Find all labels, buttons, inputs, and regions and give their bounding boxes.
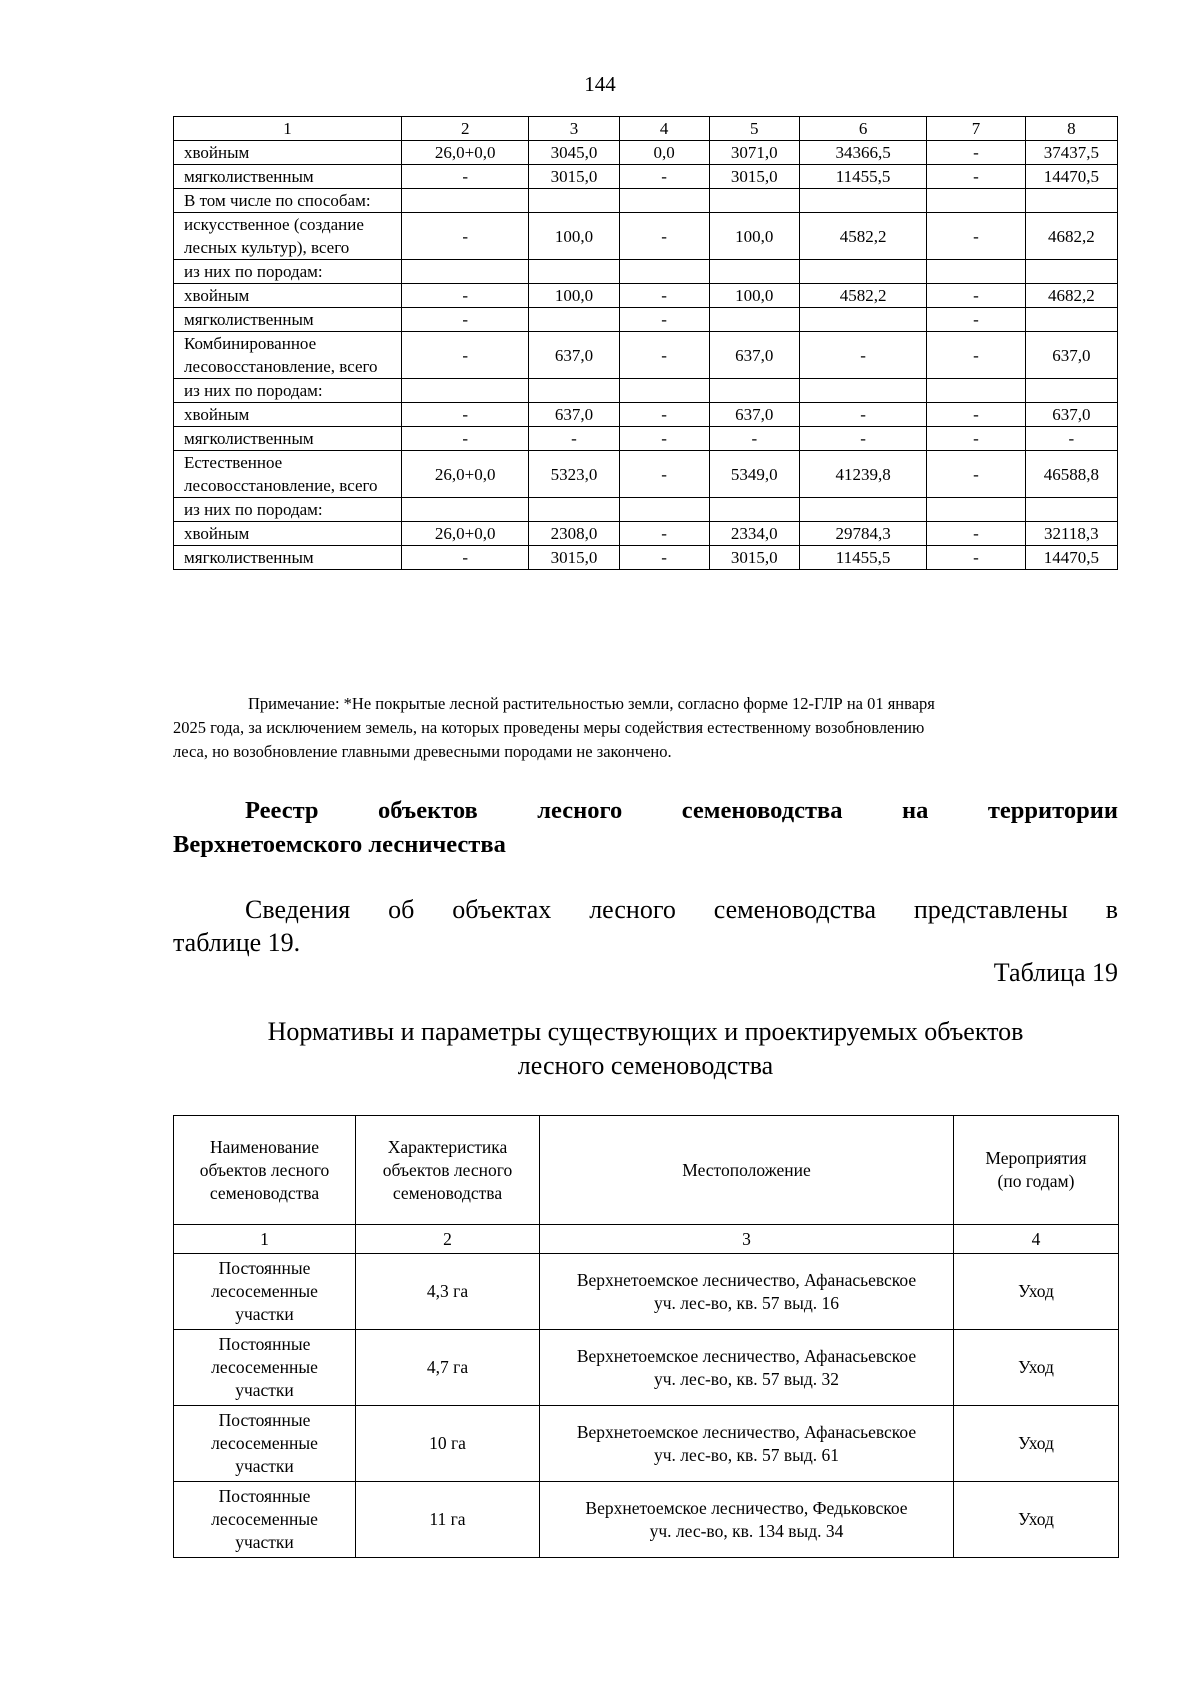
data-cell: 26,0+0,0: [401, 522, 528, 546]
header-cell: 7: [927, 117, 1025, 141]
data-cell: -: [619, 403, 709, 427]
data-cell: 29784,3: [799, 522, 926, 546]
data-cell: 4582,2: [799, 284, 926, 308]
data-cell: 4582,2: [799, 213, 926, 260]
data-cell: [1025, 260, 1117, 284]
data-cell: -: [927, 546, 1025, 570]
data-cell: 37437,5: [1025, 141, 1117, 165]
data-cell: 637,0: [529, 332, 619, 379]
object-location: [540, 1330, 954, 1406]
data-cell: [401, 498, 528, 522]
table-header-row: [174, 117, 1118, 141]
table-title-line: лесного семеноводства: [517, 1051, 774, 1080]
data-cell: 11455,5: [799, 165, 926, 189]
data-cell: -: [619, 427, 709, 451]
data-cell: 41239,8: [799, 451, 926, 498]
object-name: [174, 1482, 356, 1558]
name-line: участки: [235, 1380, 294, 1400]
object-area: 10 га: [356, 1406, 540, 1482]
table-row: [174, 1330, 1119, 1406]
data-cell: 3015,0: [709, 546, 799, 570]
data-cell: -: [619, 546, 709, 570]
row-label: Естественное лесовосстановление, всего: [174, 451, 402, 498]
table-row: [174, 498, 1118, 522]
data-cell: -: [619, 165, 709, 189]
data-cell: 14470,5: [1025, 546, 1117, 570]
location-line: уч. лес-во, кв. 57 выд. 32: [653, 1368, 840, 1389]
data-cell: -: [401, 165, 528, 189]
data-cell: [529, 379, 619, 403]
table-title-line: Нормативы и параметры существующих и проектируемых объектов: [267, 1017, 1024, 1046]
table-row: [174, 1482, 1119, 1558]
table-row: [174, 189, 1118, 213]
data-cell: -: [799, 332, 926, 379]
data-cell: [619, 260, 709, 284]
title-word: лесного: [537, 797, 623, 824]
data-cell: -: [619, 308, 709, 332]
note-line: Примечание: *Не покрытые лесной растительностью земли, согласно форме 12-ГЛР на 01 января: [248, 694, 935, 713]
header-cell: 6: [799, 117, 926, 141]
object-activity: Уход: [954, 1482, 1119, 1558]
data-cell: -: [927, 332, 1025, 379]
data-cell: 14470,5: [1025, 165, 1117, 189]
header-line: Наименование: [209, 1136, 320, 1157]
table-number-label: Таблица 19: [993, 958, 1118, 987]
header-cell: 5: [709, 117, 799, 141]
name-line: лесосеменные: [211, 1509, 318, 1529]
data-cell: -: [619, 284, 709, 308]
title-word: на: [901, 797, 929, 824]
data-cell: -: [1025, 427, 1117, 451]
data-cell: 3015,0: [529, 546, 619, 570]
column-number-row: [174, 1225, 1119, 1254]
data-cell: [709, 260, 799, 284]
table-row: [174, 141, 1118, 165]
data-cell: -: [927, 451, 1025, 498]
row-label: из них по породам:: [174, 260, 402, 284]
data-cell: -: [619, 522, 709, 546]
location-line: Верхнетоемское лесничество, Афанасьевское: [576, 1345, 917, 1366]
object-activity: Уход: [954, 1330, 1119, 1406]
header-cell: [954, 1116, 1119, 1225]
data-cell: 3015,0: [529, 165, 619, 189]
data-cell: -: [619, 451, 709, 498]
row-label: хвойным: [174, 403, 402, 427]
object-name: [174, 1406, 356, 1482]
data-cell: 4682,2: [1025, 284, 1117, 308]
table-row: [174, 403, 1118, 427]
data-cell: -: [927, 165, 1025, 189]
data-cell: [401, 189, 528, 213]
data-cell: -: [927, 427, 1025, 451]
name-line: Постоянные: [218, 1258, 311, 1278]
name-line: Постоянные: [218, 1334, 311, 1354]
header-cell: 1: [174, 117, 402, 141]
data-cell: [927, 189, 1025, 213]
header-line: Характеристика: [387, 1136, 508, 1157]
data-cell: [709, 308, 799, 332]
object-activity: Уход: [954, 1254, 1119, 1330]
object-area: 4,3 га: [356, 1254, 540, 1330]
location-line: Верхнетоемское лесничество, Федьковское: [585, 1497, 908, 1518]
note-line: леса, но возобновление главными древесными породами не закончено.: [173, 742, 672, 761]
data-cell: 5323,0: [529, 451, 619, 498]
data-cell: [927, 379, 1025, 403]
intro-word: лесного: [589, 895, 676, 924]
data-cell: 637,0: [1025, 332, 1117, 379]
table-row: [174, 260, 1118, 284]
data-cell: -: [401, 284, 528, 308]
intro-word: об: [388, 895, 415, 924]
header-line: семеноводства: [392, 1182, 503, 1203]
data-cell: -: [709, 427, 799, 451]
data-cell: 26,0+0,0: [401, 141, 528, 165]
column-number: 2: [356, 1225, 540, 1254]
data-cell: [799, 260, 926, 284]
data-cell: [927, 260, 1025, 284]
object-name: [174, 1254, 356, 1330]
data-cell: [709, 498, 799, 522]
data-cell: [529, 498, 619, 522]
table-row: [174, 546, 1118, 570]
object-location: [540, 1254, 954, 1330]
name-line: лесосеменные: [211, 1433, 318, 1453]
data-cell: 100,0: [709, 213, 799, 260]
data-cell: -: [799, 427, 926, 451]
table-row: [174, 308, 1118, 332]
column-number: 4: [954, 1225, 1119, 1254]
data-cell: -: [619, 332, 709, 379]
note-line: 2025 года, за исключением земель, на которых проведены меры содействия естественному возобновлению: [173, 718, 925, 737]
header-line: (по годам): [997, 1171, 1075, 1191]
header-line: Мероприятия: [985, 1148, 1087, 1168]
title-word: объектов: [378, 797, 478, 824]
data-cell: 26,0+0,0: [401, 451, 528, 498]
title-word: Реестр: [245, 797, 319, 824]
object-area: 11 га: [356, 1482, 540, 1558]
object-name: [174, 1330, 356, 1406]
data-cell: 4682,2: [1025, 213, 1117, 260]
table-header-row: [174, 1116, 1119, 1225]
header-line: объектов лесного: [382, 1159, 513, 1180]
data-cell: -: [529, 427, 619, 451]
data-cell: 34366,5: [799, 141, 926, 165]
header-cell: 8: [1025, 117, 1117, 141]
intro-line: [173, 893, 1118, 926]
page-number: 144: [584, 72, 616, 96]
data-cell: 637,0: [709, 403, 799, 427]
data-cell: -: [927, 141, 1025, 165]
data-cell: [799, 189, 926, 213]
data-cell: -: [619, 213, 709, 260]
data-cell: -: [401, 332, 528, 379]
data-cell: [1025, 308, 1117, 332]
object-activity: Уход: [954, 1406, 1119, 1482]
column-number: 1: [174, 1225, 356, 1254]
header-cell: [540, 1116, 954, 1225]
table-row: [174, 451, 1118, 498]
data-cell: -: [401, 546, 528, 570]
data-cell: [529, 260, 619, 284]
row-label: мягколиственным: [174, 546, 402, 570]
data-cell: -: [927, 403, 1025, 427]
row-label: из них по породам:: [174, 498, 402, 522]
row-label: из них по породам:: [174, 379, 402, 403]
data-cell: 2334,0: [709, 522, 799, 546]
header-cell: 3: [529, 117, 619, 141]
data-cell: 3045,0: [529, 141, 619, 165]
row-label: хвойным: [174, 522, 402, 546]
header-line: семеноводства: [209, 1182, 320, 1203]
title-word: семеноводства: [681, 797, 843, 824]
data-cell: [401, 379, 528, 403]
title-word: территории: [987, 797, 1118, 824]
table-row: [174, 1254, 1119, 1330]
data-cell: [799, 308, 926, 332]
object-location: [540, 1482, 954, 1558]
data-cell: 637,0: [529, 403, 619, 427]
name-line: Постоянные: [218, 1486, 311, 1506]
data-cell: [709, 379, 799, 403]
data-cell: 100,0: [709, 284, 799, 308]
data-cell: 2308,0: [529, 522, 619, 546]
location-line: уч. лес-во, кв. 134 выд. 34: [649, 1520, 844, 1541]
row-label: Комбинированное лесовосстановление, всего: [174, 332, 402, 379]
table-row: [174, 1406, 1119, 1482]
table-note: [173, 692, 1118, 764]
intro-word: объектах: [452, 895, 552, 924]
name-line: лесосеменные: [211, 1281, 318, 1301]
data-cell: [1025, 498, 1117, 522]
header-line: объектов лесного: [199, 1159, 330, 1180]
name-line: участки: [235, 1456, 294, 1476]
section-title: [173, 794, 1118, 862]
row-label: искусственное (создание лесных культур), всего: [174, 213, 402, 260]
data-cell: -: [927, 213, 1025, 260]
data-cell: -: [927, 284, 1025, 308]
data-cell: -: [799, 403, 926, 427]
row-label: хвойным: [174, 284, 402, 308]
data-cell: 637,0: [1025, 403, 1117, 427]
row-label: мягколиственным: [174, 165, 402, 189]
table-title: [173, 1015, 1118, 1083]
location-line: Верхнетоемское лесничество, Афанасьевское: [576, 1421, 917, 1442]
data-cell: 637,0: [709, 332, 799, 379]
data-cell: 3071,0: [709, 141, 799, 165]
name-line: Постоянные: [218, 1410, 311, 1430]
data-cell: -: [401, 403, 528, 427]
header-line: Местоположение: [682, 1159, 811, 1180]
header-cell: 2: [401, 117, 528, 141]
name-line: участки: [235, 1532, 294, 1552]
data-cell: 46588,8: [1025, 451, 1117, 498]
object-area: 4,7 га: [356, 1330, 540, 1406]
data-cell: -: [401, 427, 528, 451]
row-label: В том числе по способам:: [174, 189, 402, 213]
data-cell: -: [927, 308, 1025, 332]
header-cell: [356, 1116, 540, 1225]
data-cell: [529, 308, 619, 332]
table-row: [174, 284, 1118, 308]
intro-word: семеноводства: [713, 895, 876, 924]
data-cell: 100,0: [529, 284, 619, 308]
data-cell: 5349,0: [709, 451, 799, 498]
data-cell: -: [401, 213, 528, 260]
table-row: [174, 165, 1118, 189]
data-cell: [709, 189, 799, 213]
row-label: хвойным: [174, 141, 402, 165]
seed-objects-table: [173, 1115, 1119, 1558]
data-cell: 11455,5: [799, 546, 926, 570]
data-cell: [401, 260, 528, 284]
data-cell: [619, 189, 709, 213]
row-label: мягколиственным: [174, 427, 402, 451]
intro-word: в: [1105, 895, 1118, 924]
data-cell: 3015,0: [709, 165, 799, 189]
row-label: мягколиственным: [174, 308, 402, 332]
header-cell: [174, 1116, 356, 1225]
header-cell: 4: [619, 117, 709, 141]
data-cell: [1025, 189, 1117, 213]
intro-word: Сведения: [245, 895, 351, 924]
table-row: [174, 427, 1118, 451]
name-line: участки: [235, 1304, 294, 1324]
section-title-line: Верхнетоемского лесничества: [173, 831, 506, 858]
intro-paragraph: [173, 893, 1118, 959]
data-cell: 0,0: [619, 141, 709, 165]
data-cell: [799, 379, 926, 403]
intro-line: таблице 19.: [173, 928, 301, 957]
data-cell: -: [927, 522, 1025, 546]
data-cell: [619, 379, 709, 403]
location-line: уч. лес-во, кв. 57 выд. 61: [653, 1444, 840, 1465]
name-line: лесосеменные: [211, 1357, 318, 1377]
data-cell: 100,0: [529, 213, 619, 260]
table-row: [174, 213, 1118, 260]
object-location: [540, 1406, 954, 1482]
location-line: Верхнетоемское лесничество, Афанасьевское: [576, 1269, 917, 1290]
section-title-line: [173, 794, 1118, 828]
data-cell: [927, 498, 1025, 522]
table-row: [174, 379, 1118, 403]
table-row: [174, 522, 1118, 546]
location-line: уч. лес-во, кв. 57 выд. 16: [653, 1292, 840, 1313]
column-number: 3: [540, 1225, 954, 1254]
data-cell: [619, 498, 709, 522]
data-cell: -: [401, 308, 528, 332]
data-cell: [529, 189, 619, 213]
intro-word: представлены: [913, 895, 1068, 924]
data-cell: [1025, 379, 1117, 403]
data-cell: [799, 498, 926, 522]
table-row: [174, 332, 1118, 379]
data-cell: 32118,3: [1025, 522, 1117, 546]
forest-regeneration-table: [173, 116, 1118, 570]
